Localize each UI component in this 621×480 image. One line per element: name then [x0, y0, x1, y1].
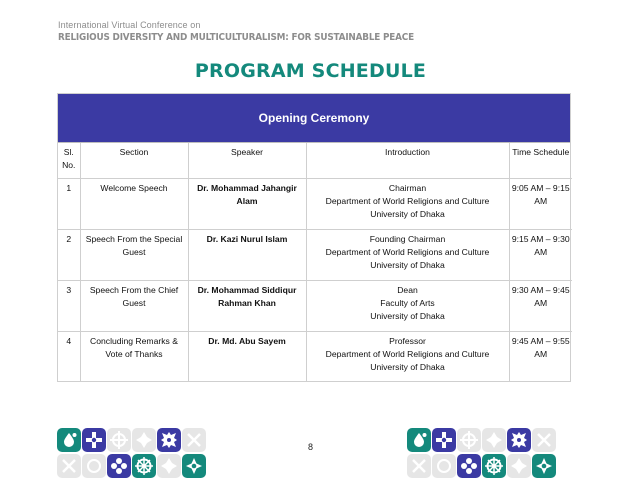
ornament-icon: [532, 428, 556, 452]
cell-introduction: [306, 178, 509, 229]
table-row: [58, 178, 572, 229]
table-banner: Opening Ceremony: [58, 94, 570, 143]
cell-speaker: Dr. Kazi Nurul Islam: [188, 229, 306, 280]
schedule-table-container: [57, 93, 571, 382]
intro-line: Chairman: [388, 182, 427, 193]
flower-ornament-icon: [457, 454, 481, 478]
cell-speaker: Dr. Mohammad Siddiqur Rahman Khan: [188, 280, 306, 331]
cell-speaker: Dr. Md. Abu Sayem: [188, 331, 306, 381]
schedule-table: [58, 143, 572, 381]
intro-line: University of Dhaka: [370, 310, 445, 321]
intro-line: Department of World Religions and Culture: [325, 348, 490, 359]
page-number: 8: [307, 442, 313, 452]
ornament-icon: [432, 454, 456, 478]
ornament-icon: [482, 428, 506, 452]
intro-line: Professor: [389, 335, 426, 346]
drop-icon: [57, 428, 81, 452]
cell-sl: 3: [58, 280, 80, 331]
ornament-icon: [132, 428, 156, 452]
intro-line: Dean: [397, 284, 418, 295]
intro-line: University of Dhaka: [370, 259, 445, 270]
cell-section: Speech From the Special Guest: [80, 229, 188, 280]
dharma-wheel-icon: [132, 454, 156, 478]
table-row: [58, 229, 572, 280]
khanda-icon: [532, 454, 556, 478]
cross-ornament-icon: [82, 428, 106, 452]
cell-time: 9:15 AM – 9:30 AM: [509, 229, 572, 280]
cell-time: 9:05 AM – 9:15 AM: [509, 178, 572, 229]
footer-pattern-left: [57, 428, 206, 478]
table-row: [58, 280, 572, 331]
cell-sl: 2: [58, 229, 80, 280]
cell-speaker: Dr. Mohammad Jahangir Alam: [188, 178, 306, 229]
ornament-icon: [507, 454, 531, 478]
conference-header: [58, 20, 478, 44]
dharma-wheel-icon: [482, 454, 506, 478]
star-ornament-icon: [507, 428, 531, 452]
star-ornament-icon: [157, 428, 181, 452]
cell-introduction: [306, 229, 509, 280]
column-header-introduction: Introduction: [306, 143, 509, 178]
ornament-icon: [407, 454, 431, 478]
page-title: PROGRAM SCHEDULE: [194, 60, 427, 82]
ornament-icon: [182, 428, 206, 452]
ornament-icon: [157, 454, 181, 478]
khanda-icon: [182, 454, 206, 478]
intro-line: Department of World Religions and Culture: [325, 195, 490, 206]
cell-introduction: [306, 331, 509, 381]
intro-line: University of Dhaka: [370, 361, 445, 372]
ornament-icon: [57, 454, 81, 478]
cell-section: Speech From the Chief Guest: [80, 280, 188, 331]
cell-time: 9:30 AM – 9:45 AM: [509, 280, 572, 331]
cell-sl: 1: [58, 178, 80, 229]
intro-line: Faculty of Arts: [380, 297, 435, 308]
cell-section: Concluding Remarks & Vote of Thanks: [80, 331, 188, 381]
cell-sl: 4: [58, 331, 80, 381]
cell-section: Welcome Speech: [80, 178, 188, 229]
column-header-section: Section: [80, 143, 188, 178]
column-header-speaker: Speaker: [188, 143, 306, 178]
table-row: [58, 331, 572, 381]
cross-ornament-icon: [432, 428, 456, 452]
conference-title: RELIGIOUS DIVERSITY AND MULTICULTURALISM: FOR SUSTAINABLE PEACE: [58, 32, 414, 43]
ornament-icon: [107, 428, 131, 452]
ornament-icon: [457, 428, 481, 452]
cell-introduction: [306, 280, 509, 331]
table-header-row: [58, 143, 572, 178]
intro-line: University of Dhaka: [370, 208, 445, 219]
conference-subtitle: International Virtual Conference on: [58, 20, 201, 30]
cell-time: 9:45 AM – 9:55 AM: [511, 335, 570, 359]
column-header-time-schedule: Time Schedule: [509, 143, 572, 178]
ornament-icon: [82, 454, 106, 478]
flower-ornament-icon: [107, 454, 131, 478]
drop-icon: [407, 428, 431, 452]
intro-line: Founding Chairman: [369, 233, 446, 244]
column-header-sl-no: Sl. No.: [58, 143, 80, 178]
intro-line: Department of World Religions and Culture: [325, 246, 490, 257]
footer-pattern-right: [407, 428, 556, 478]
